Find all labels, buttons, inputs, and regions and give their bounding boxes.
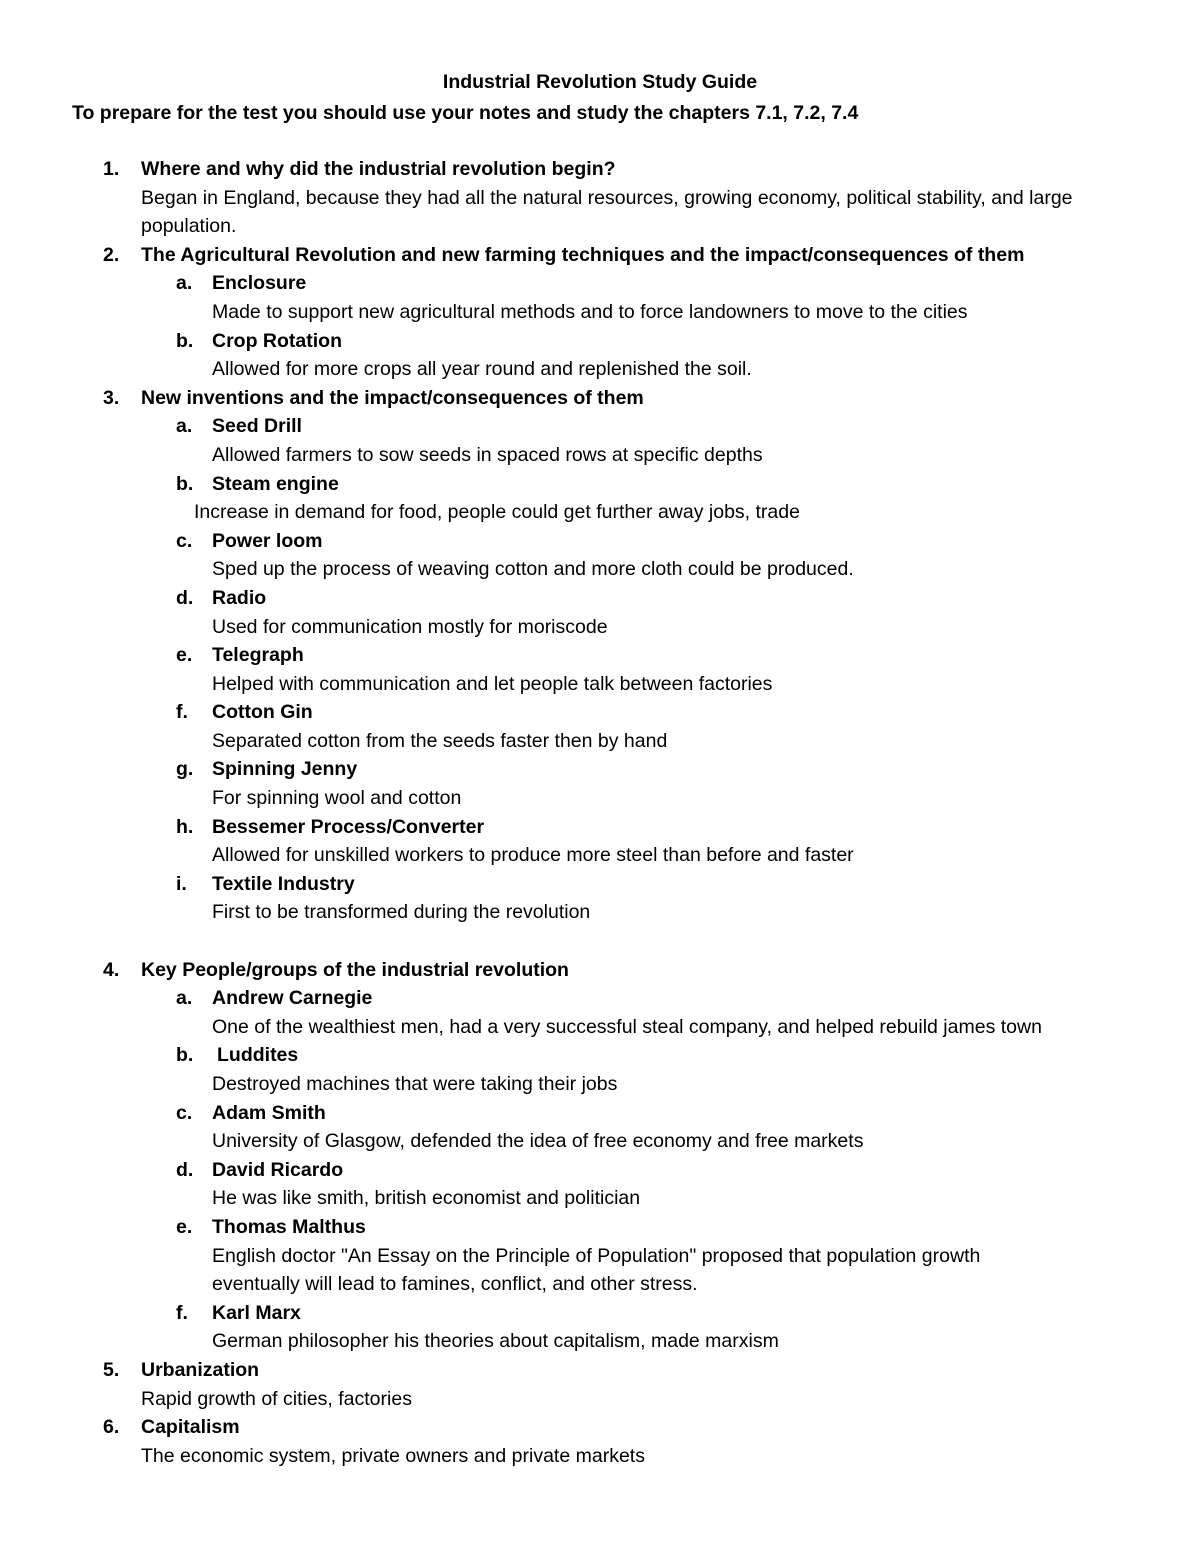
sub-item-power-loom [0,527,1200,584]
sub-item-spinning-jenny [0,755,1200,812]
sub-item-heading: Textile Industry [212,872,355,895]
sub-item-answer: English doctor "An Essay on the Principle of Population" proposed that population growth eventually will lead to famines, conflict, and other stress. [212,1244,981,1296]
sub-item-answer: Destroyed machines that were taking their jobs [212,1073,618,1095]
sub-item-letter: h. [176,815,194,838]
question-number: 4. [103,958,120,981]
question-number: 2. [103,243,120,266]
sub-item-answer: German philosopher his theories about capitalism, made marxism [212,1330,779,1353]
sub-item-letter: c. [176,1101,193,1124]
question-heading: Where and why did the industrial revolution begin? [141,158,616,180]
sub-item-letter: d. [176,586,194,609]
sub-item-heading: Luddites [217,1044,299,1067]
sub-item-seed-drill [0,412,1200,469]
sub-item-cotton-gin [0,698,1200,755]
sub-item-telegraph [0,641,1200,698]
sub-item-answer: Allowed for more crops all year round and replenished the soil. [212,358,752,381]
sub-item-letter: f. [176,701,188,724]
sub-item-heading: Adam Smith [212,1101,326,1124]
sub-item-answer: He was like smith, british economist and politician [212,1187,641,1210]
sub-item-answer: Increase in demand for food, people could get further away jobs, trade [194,501,800,524]
sub-item-letter: c. [176,529,193,552]
blank-line [0,927,1200,956]
question-answer: Began in England, because they had all the natural resources, growing economy, political stability, and large population. [141,186,1073,238]
question-number: 1. [103,158,120,180]
sub-item-heading: Spinning Jenny [212,758,358,781]
sub-item-letter: i. [176,872,187,895]
sub-item-answer: For spinning wool and cotton [212,787,462,810]
sub-item-heading: Enclosure [212,272,307,295]
question-6 [0,1413,1200,1470]
sub-item-letter: b. [176,1044,194,1067]
sub-item-adam-smith [0,1099,1200,1156]
sub-item-heading: Steam engine [212,472,339,495]
sub-item-heading: Bessemer Process/Converter [212,815,485,838]
page-subtitle: To prepare for the test you should use your notes and study the chapters 7.1, 7.2, 7.4 [72,102,859,124]
question-2 [0,241,1200,270]
sub-item-crop-rotation [0,327,1200,384]
question-number: 5. [103,1358,120,1381]
sub-item-answer: One of the wealthiest men, had a very successful steal company, and helped rebuild james town [212,1015,1042,1038]
sub-item-letter: b. [176,329,194,352]
page-title: Industrial Revolution Study Guide [442,71,758,93]
sub-item-answer: University of Glasgow, defended the idea of free economy and free markets [212,1130,864,1153]
sub-item-answer: Allowed farmers to sow seeds in spaced rows at specific depths [212,443,763,466]
sub-item-letter: a. [176,272,193,295]
sub-item-letter: f. [176,1301,188,1324]
sub-item-answer: Helped with communication and let people talk between factories [212,672,773,695]
sub-item-heading: Seed Drill [212,415,302,438]
sub-item-heading: Thomas Malthus [212,1215,366,1238]
sub-item-david-ricardo [0,1156,1200,1213]
question-heading: Capitalism [141,1416,240,1439]
question-1 [0,155,1200,241]
sub-item-heading: Andrew Carnegie [212,987,373,1010]
sub-item-bessemer-process [0,813,1200,870]
sub-item-answer: Used for communication mostly for moriscode [212,615,608,638]
question-heading: Key People/groups of the industrial revolution [141,958,569,981]
sub-item-letter: b. [176,472,194,495]
question-3 [0,384,1200,413]
sub-item-letter: e. [176,1215,193,1238]
sub-item-letter: d. [176,1158,194,1181]
sub-item-heading: Telegraph [212,644,304,667]
sub-item-answer: First to be transformed during the revolution [212,901,591,924]
sub-item-textile-industry [0,870,1200,927]
sub-item-enclosure [0,269,1200,326]
sub-item-steam-engine [0,470,1200,527]
question-5 [0,1356,1200,1413]
question-number: 3. [103,386,120,409]
sub-item-answer: Separated cotton from the seeds faster then by hand [212,729,668,752]
question-list [0,155,1200,1470]
sub-item-heading: Crop Rotation [212,329,342,352]
sub-item-heading: David Ricardo [212,1158,344,1181]
sub-item-answer: Sped up the process of weaving cotton and more cloth could be produced. [212,558,854,581]
sub-item-heading: Karl Marx [212,1301,301,1324]
question-answer: Rapid growth of cities, factories [141,1387,412,1410]
sub-item-answer: Allowed for unskilled workers to produce more steel than before and faster [212,844,854,867]
sub-item-heading: Radio [212,586,267,609]
question-number: 6. [103,1416,120,1439]
sub-item-luddites [0,1041,1200,1098]
sub-item-letter: a. [176,415,193,438]
sub-item-karl-marx [0,1299,1200,1356]
question-heading: Urbanization [141,1358,260,1381]
sub-item-letter: g. [176,758,194,781]
question-heading: New inventions and the impact/consequences of them [141,386,644,409]
question-answer: The economic system, private owners and private markets [141,1444,645,1467]
sub-item-andrew-carnegie [0,984,1200,1041]
sub-item-heading: Cotton Gin [212,701,313,724]
question-heading: The Agricultural Revolution and new farming techniques and the impact/consequences of them [141,243,1025,266]
sub-item-letter: a. [176,987,193,1010]
sub-item-thomas-malthus [0,1213,1200,1299]
sub-item-letter: e. [176,644,193,667]
sub-item-heading: Power loom [212,529,323,552]
sub-item-radio [0,584,1200,641]
sub-item-answer: Made to support new agricultural methods and to force landowners to move to the cities [212,300,968,323]
question-4 [0,956,1200,985]
